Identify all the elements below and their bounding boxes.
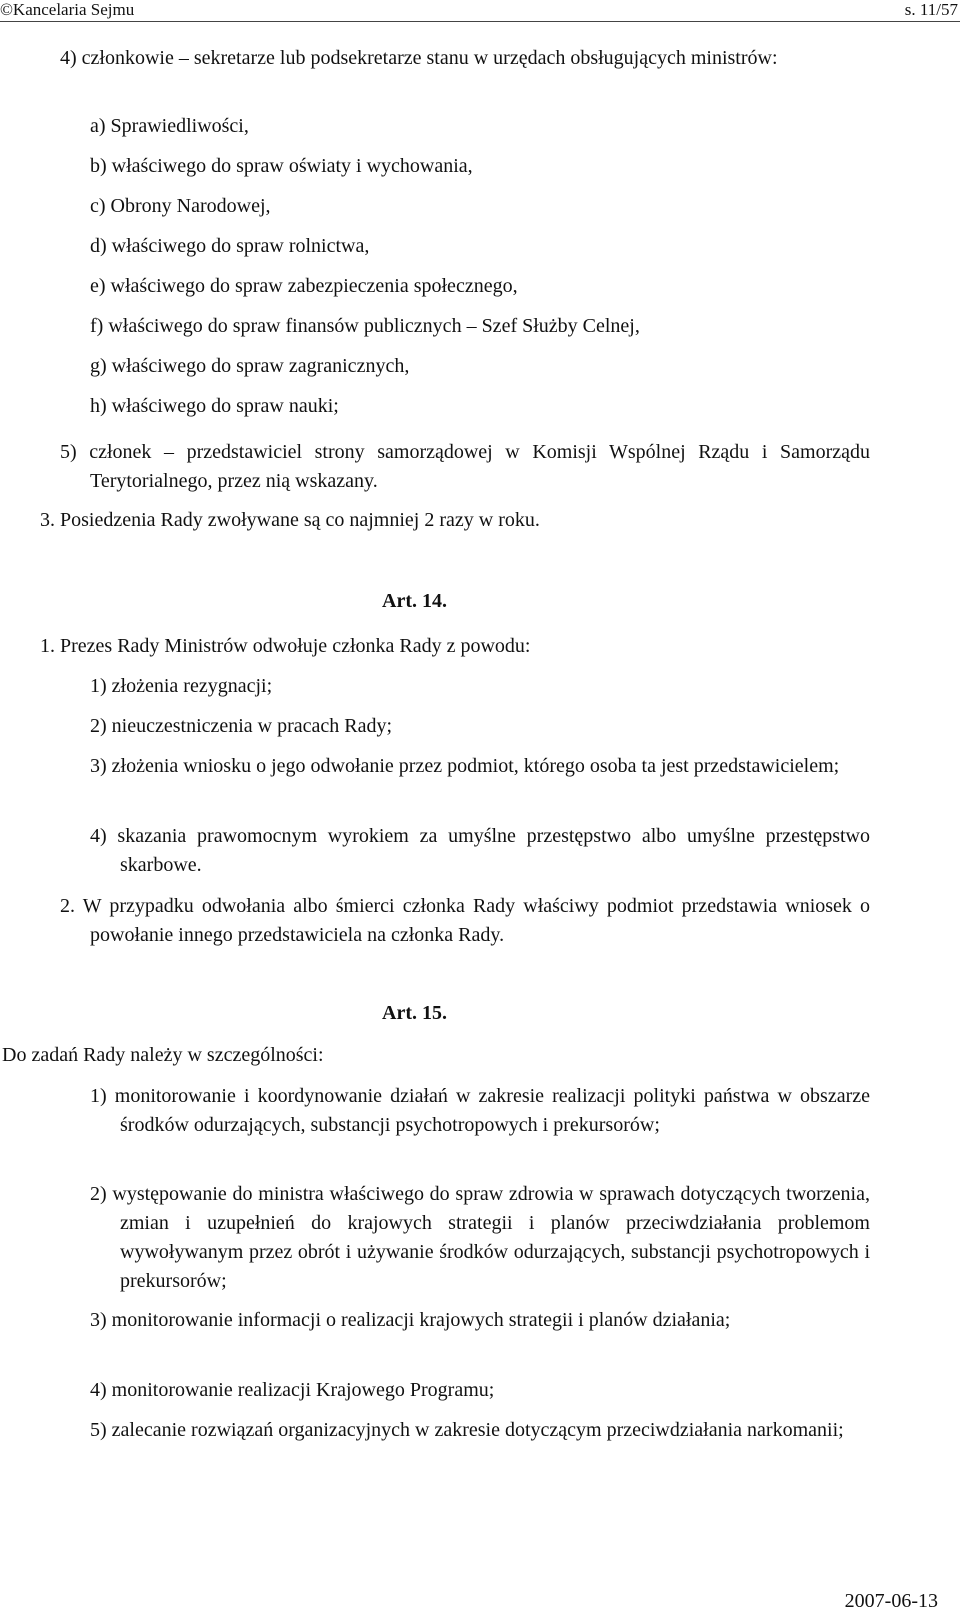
art-15-item: 5) zalecanie rozwiązań organizacyjnych w zakresie dotyczącym przeciwdziałania narkomanii; — [90, 1419, 844, 1441]
sub-item: d) właściwego do spraw rolnictwa, — [90, 235, 370, 257]
art-14-paragraph-1: 1. Prezes Rady Ministrów odwołuje członka Rady z powodu: — [40, 635, 531, 657]
art-15-item: 2) występowanie do ministra właściwego do spraw zdrowia w sprawach dotyczących tworzenia, zmian i uzupełnień do krajowych strategii i planów przeciwdziałania problemom wywoływanym przez obrót i używanie środków odurzających, substancji psychotropowych i prekursorów; — [90, 1183, 870, 1292]
sub-item: e) właściwego do spraw zabezpieczenia społecznego, — [90, 275, 518, 297]
sub-item: b) właściwego do spraw oświaty i wychowania, — [90, 155, 473, 177]
sub-item: g) właściwego do spraw zagranicznych, — [90, 355, 410, 377]
header-page-number: s. 11/57 — [904, 0, 958, 19]
point-4: 4) członkowie – sekretarze lub podsekretarze stanu w urzędach obsługujących ministrów: — [60, 47, 778, 69]
art-15-item: 3) monitorowanie informacji o realizacji krajowych strategii i planów działania; — [90, 1309, 731, 1331]
footer-date: 2007-06-13 — [844, 1590, 938, 1612]
art-14-item: 1) złożenia rezygnacji; — [90, 675, 273, 697]
art-14-title: Art. 14. — [382, 590, 447, 612]
sub-item: f) właściwego do spraw finansów publicznych – Szef Służby Celnej, — [90, 315, 640, 337]
art-14-item: 2) nieuczestniczenia w pracach Rady; — [90, 715, 393, 737]
header-divider — [0, 21, 960, 22]
sub-item: a) Sprawiedliwości, — [90, 115, 249, 137]
header-source: ©Kancelaria Sejmu — [0, 0, 135, 19]
art-14-item: 4) skazania prawomocnym wyrokiem za umyślne przestępstwo albo umyślne przestępstwo skarbowe. — [90, 825, 870, 876]
point-4-sublist — [90, 112, 850, 421]
paragraph-3: 3. Posiedzenia Rady zwoływane są co najmniej 2 razy w roku. — [40, 509, 540, 531]
art-15-item: 1) monitorowanie i koordynowanie działań w zakresie realizacji polityki państwa w obszarze środków odurzających, substancji psychotropowych i prekursorów; — [90, 1085, 870, 1136]
sub-item: h) właściwego do spraw nauki; — [90, 395, 339, 417]
art-15-item: 4) monitorowanie realizacji Krajowego Programu; — [90, 1379, 495, 1401]
art-14-paragraph-2: 2. W przypadku odwołania albo śmierci członka Rady właściwy podmiot przedstawia wniosek o powołanie innego przedstawiciela na członka Rady. — [60, 895, 870, 946]
point-5: 5) członek – przedstawiciel strony samorządowej w Komisji Wspólnej Rządu i Samorządu Terytorialnego, przez nią wskazany. — [60, 441, 870, 492]
art-14-item: 3) złożenia wniosku o jego odwołanie przez podmiot, którego osoba ta jest przedstawicielem; — [90, 755, 840, 777]
art-15-title: Art. 15. — [382, 1002, 447, 1024]
sub-item: c) Obrony Narodowej, — [90, 195, 271, 217]
art-15-intro: Do zadań Rady należy w szczególności: — [2, 1044, 324, 1066]
